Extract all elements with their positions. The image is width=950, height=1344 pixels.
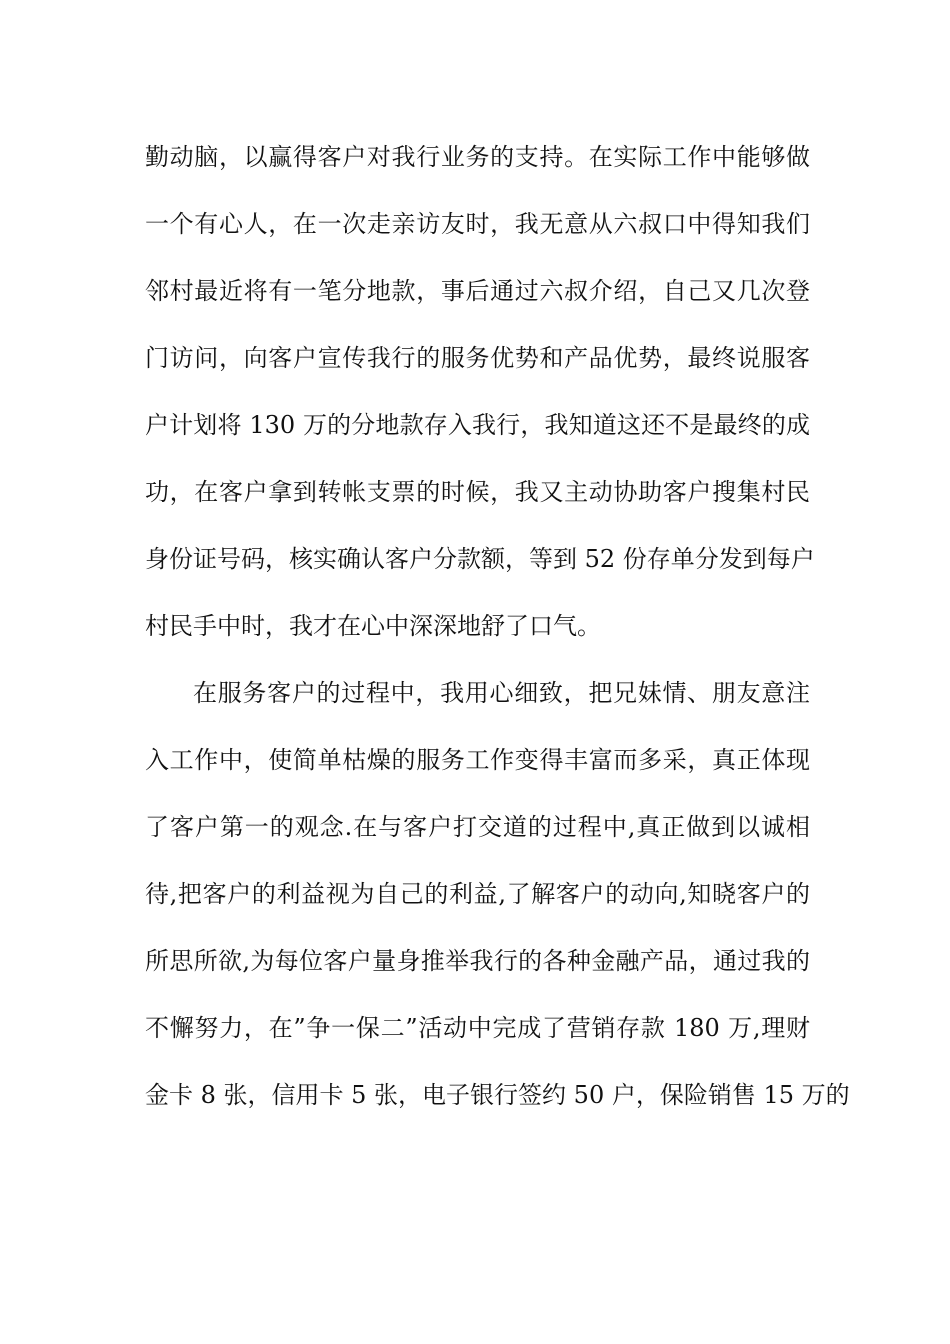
- text-line: 户计划将 130 万的分地款存入我行，我知道这还不是最终的成: [145, 411, 810, 439]
- text-line: 在服务客户的过程中，我用心细致，把兄妹情、朋友意注: [193, 679, 810, 707]
- text-line: 入工作中，使简单枯燥的服务工作变得丰富而多采，真正体现: [145, 746, 810, 774]
- text-line: 了客户第一的观念.在与客户打交道的过程中,真正做到以诚相: [145, 813, 810, 841]
- text-line: 村民手中时，我才在心中深深地舒了口气。: [145, 612, 601, 640]
- text-line: 邻村最近将有一笔分地款，事后通过六叔介绍，自己又几次登: [145, 277, 810, 305]
- text-line: 待,把客户的利益视为自己的利益,了解客户的动向,知晓客户的: [145, 880, 810, 908]
- text-line: 身份证号码，核实确认客户分款额，等到 52 份存单分发到每户: [145, 545, 815, 573]
- text-line: 一个有心人，在一次走亲访友时，我无意从六叔口中得知我们: [145, 210, 810, 238]
- text-line: 不懈努力，在”争一保二”活动中完成了营销存款 180 万,理财: [145, 1014, 810, 1042]
- text-line: 功，在客户拿到转帐支票的时候，我又主动协助客户搜集村民: [145, 478, 810, 506]
- text-line: 金卡 8 张，信用卡 5 张，电子银行签约 50 户，保险销售 15 万的: [145, 1081, 850, 1109]
- text-line: 勤动脑，以赢得客户对我行业务的支持。在实际工作中能够做: [145, 143, 810, 171]
- text-line: 所思所欲,为每位客户量身推举我行的各种金融产品，通过我的: [145, 947, 810, 975]
- text-line: 门访问，向客户宣传我行的服务优势和产品优势，最终说服客: [145, 344, 810, 372]
- document-body: [145, 128, 850, 1133]
